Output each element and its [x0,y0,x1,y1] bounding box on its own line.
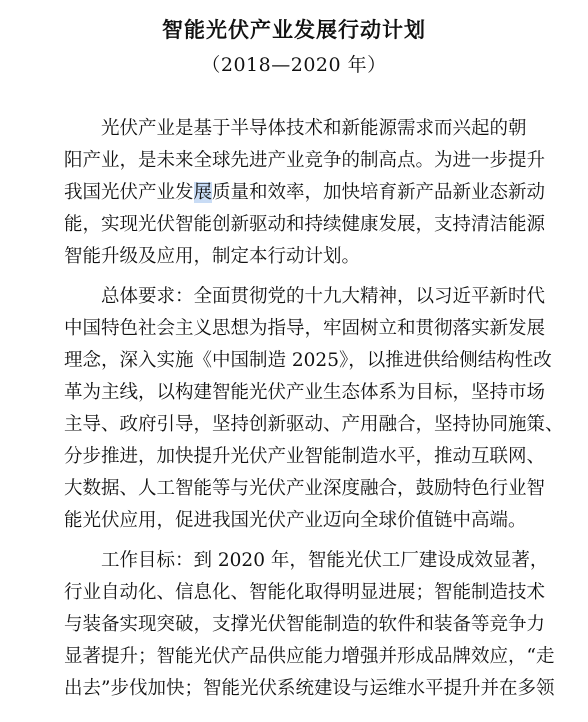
selected-text-highlight[interactable]: 展 [193,182,213,203]
paragraph-3-line-1: 工作目标：到 2020 年，智能光伏工厂建设成效显著， [101,550,549,571]
paragraph-2-line-3: 理念，深入实施《中国制造 2025》，以推进供给侧结构性改 [64,350,552,371]
paragraph-3-line-4: 显著提升；智能光伏产品供应能力增强并形成品牌效应，“走 [64,646,555,667]
paragraph-2-line-2: 中国特色社会主义思想为指导，牢固树立和贯彻落实新发展 [64,318,546,339]
document-subtitle: （2018—2020 年） [201,54,387,76]
paragraph-2-line-5: 主导、政府引导，坚持创新驱动、产用融合，坚持协同施策、 [64,414,564,435]
paragraph-2-line-7: 大数据、人工智能等与光伏产业深度融合，鼓励特色行业智 [64,478,546,499]
paragraph-1-line-1: 光伏产业是基于半导体技术和新能源需求而兴起的朝 [101,118,527,139]
paragraph-1-line-4: 能，实现光伏智能创新驱动和持续健康发展，支持清洁能源 [64,214,546,235]
paragraph-1-line-5: 智能升级及应用，制定本行动计划。 [64,246,361,267]
paragraph-3-line-3: 与装备实现突破，支撑光伏智能制造的软件和装备等竞争力 [64,614,546,635]
paragraph-2-line-1: 总体要求：全面贯彻党的十九大精神，以习近平新时代 [101,286,546,307]
paragraph-3-line-5: 出去”步伐加快；智能光伏系统建设与运维水平提升并在多领 [64,678,555,699]
paragraph-2-line-8: 能光伏应用，促进我国光伏产业迈向全球价值链中高端。 [64,510,527,531]
paragraph-2-line-6: 分步推进，加快提升光伏产业智能制造水平，推动互联网、 [64,446,546,467]
paragraph-1-line-3[interactable]: 我国光伏产业发展质量和效率，加快培育新产品新业态新动 [64,182,546,203]
paragraph-2-line-4: 革为主线，以构建智能光伏产业生态体系为目标，坚持市场 [64,382,546,403]
paragraph-3-line-2: 行业自动化、信息化、智能化取得明显进展；智能制造技术 [64,582,546,603]
paragraph-1-line-2: 阳产业，是未来全球先进产业竞争的制高点。为进一步提升 [64,150,546,171]
document-title: 智能光伏产业发展行动计划 [162,18,426,42]
